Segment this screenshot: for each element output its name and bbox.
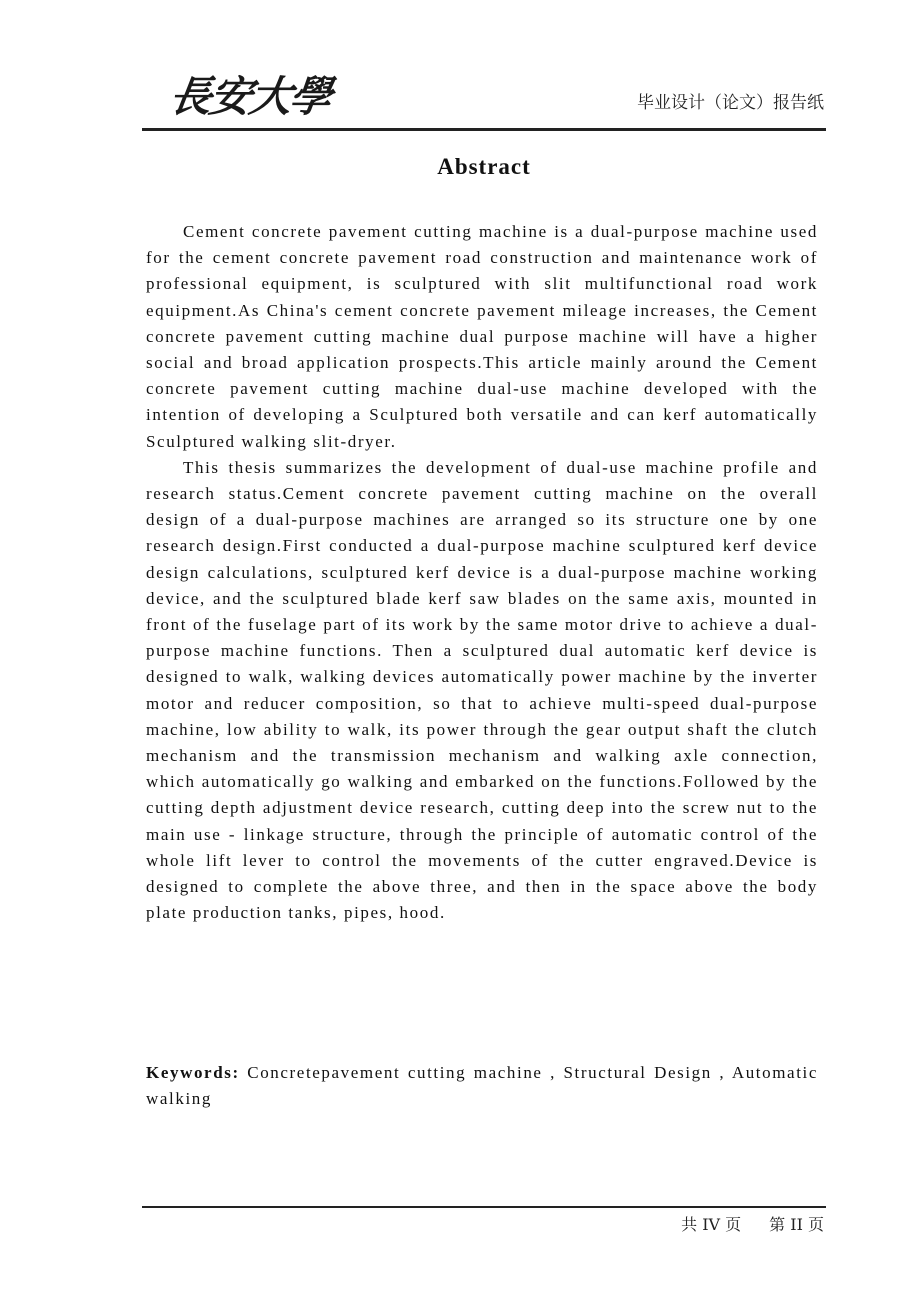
page-footer [681, 1212, 824, 1235]
abstract-body [146, 219, 818, 926]
footer-total-pages: 共 IV 页 [681, 1215, 742, 1234]
university-logo: 長安大學 [166, 72, 334, 121]
abstract-paragraph-1: Cement concrete pavement cutting machine is a dual-purpose machine used for the cement concrete pavement road construction and maintenance work of professional equipment, is sculptured with slit multifunctional road work equipment.As China's cement concrete pavement mileage increases, the Cement concrete pavement cutting machine dual purpose machine will have a higher social and broad application prospects.This article mainly around the Cement concrete pavement cutting machine dual-use machine developed with the intention of developing a Sculptured both versatile and can kerf automatically Sculptured walking slit-dryer. [146, 222, 818, 451]
footer-divider [142, 1206, 826, 1208]
footer-current-page: 第 II 页 [769, 1215, 824, 1234]
keywords-text: Concretepavement cutting machine , Structural Design , Automatic walking [146, 1063, 818, 1109]
abstract-paragraph-2: This thesis summarizes the development of dual-use machine profile and research status.Cement concrete pavement cutting machine on the overall design of a dual-purpose machines are arranged so its structure one by one research design.First conducted a dual-purpose machine sculptured kerf device design calculations, sculptured kerf device is a dual-purpose machine working device, and the sculptured blade kerf saw blades on the same axis, mounted in front of the fuselage part of its work by the same motor drive to achieve a dual-purpose machine functions. Then a sculptured dual automatic kerf device is designed to walk, walking devices automatically power machine by the inverter motor and reducer composition, so that to achieve multi-speed dual-purpose machine, low ability to walk, its power through the gear output shaft the clutch mechanism and the transmission mechanism and walking axle connection, which automatically go walking and embarked on the functions.Followed by the cutting depth adjustment device research, cutting deep into the screw nut to the main use - linkage structure, through the principle of automatic control of the whole lift lever to control the movements of the cutter engraved.Device is designed to complete the above three, and then in the space above the body plate production tanks, pipes, hood. [146, 457, 818, 923]
page-title: Abstract [437, 154, 531, 179]
header-divider [142, 128, 826, 131]
header-report-label: 毕业设计（论文）报告纸 [637, 93, 824, 113]
keywords-section [146, 1060, 818, 1112]
keywords-label: Keywords: [146, 1063, 248, 1082]
